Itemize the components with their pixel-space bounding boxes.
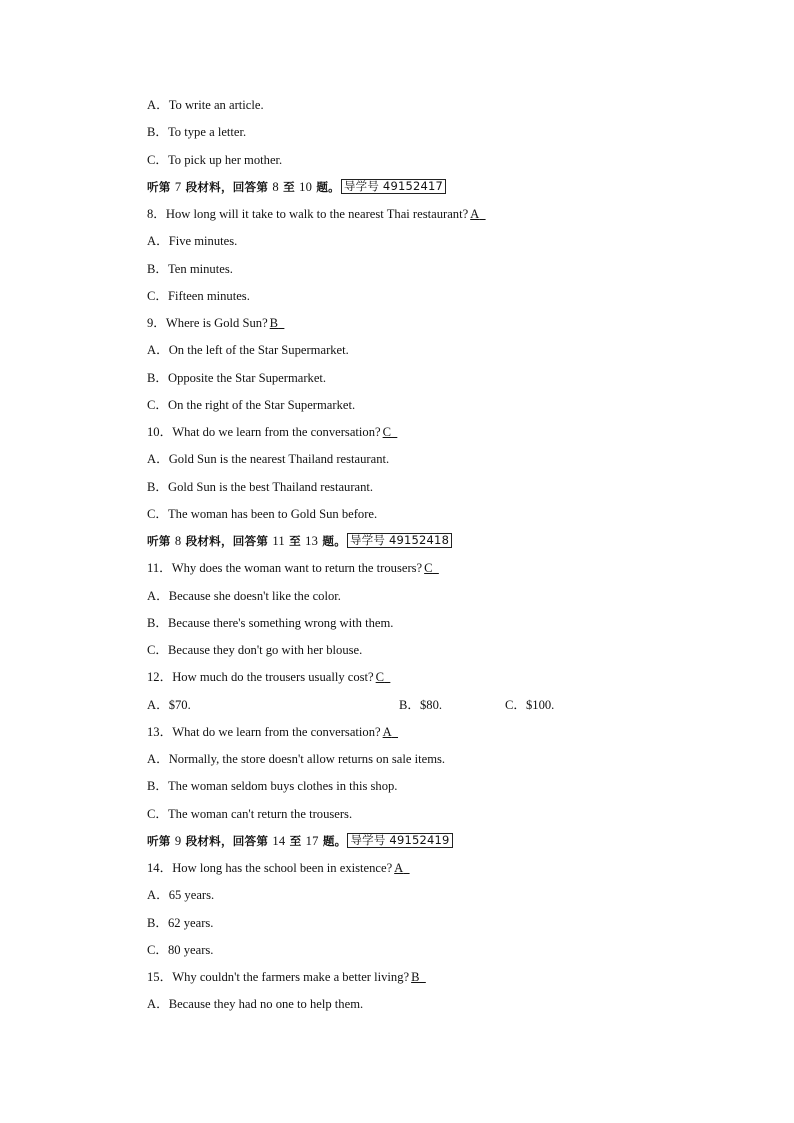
option-line: A．On the left of the Star Supermarket. [147,343,349,358]
heading-part-pre: 听第 [147,833,175,848]
option-line: B．Gold Sun is the best Thailand restaurant. [147,479,374,494]
heading-part-mid: 段材料，回答第 [181,833,273,848]
option-line: A．65 years. [147,888,215,903]
question-line [147,964,667,991]
heading-part-post: 题。 [318,833,347,848]
heading-part-mid: 段材料，回答第 [181,179,273,194]
question-text: 13．What do we learn from the conversation? [147,724,381,739]
question-line [147,419,667,446]
section-heading [147,174,667,201]
heading-part-num: 9 [174,833,182,848]
option-line: A．Because she doesn't like the color. [147,588,341,603]
option-line: B．Because there's something wrong with them. [147,615,394,630]
section-heading [147,828,667,855]
option-line: C．Fifteen minutes. [147,288,250,303]
answer-blank: A [382,724,392,739]
question-text: 10．What do we learn from the conversation? [147,425,381,439]
document-page [147,92,667,1019]
option-line: A．Normally, the store doesn't allow returns on sale items. [147,752,446,766]
option-line: A．Gold Sun is the nearest Thailand restaurant. [147,452,390,467]
answer-blank: A [470,207,480,221]
question-line [147,664,667,691]
option-line: C．80 years. [147,942,214,957]
heading-part-mid2: 至 [285,833,306,848]
option-line: B．62 years. [147,915,214,930]
guide-number-box: 导学号 49152418 [347,533,452,548]
section-heading [147,528,667,555]
question-line [147,855,667,882]
heading-part-b: 13 [305,534,319,548]
heading-part-b: 17 [305,833,319,848]
option-line: B．To type a letter. [147,125,247,140]
option-b: B．$80. [399,697,443,712]
option-line: B．The woman seldom buys clothes in this shop. [147,779,398,794]
option-line: B．Ten minutes. [147,261,233,276]
answer-blank: B [411,970,420,984]
question-text: 8．How long will it take to walk to the nearest Thai restaurant? [147,207,469,221]
question-text: 9．Where is Gold Sun? [147,316,268,330]
question-line [147,719,667,746]
heading-part-post: 题。 [312,179,340,194]
question-line [147,555,667,582]
heading-part-mid2: 至 [278,179,300,194]
heading-part-pre: 听第 [147,179,175,194]
answer-blank: C [382,425,392,439]
option-line: C．On the right of the Star Supermarket. [147,397,356,412]
option-line: C．To pick up her mother. [147,152,283,167]
option-a: A．$70. [147,697,191,712]
answer-blank: A [394,861,404,875]
answer-blank: B [269,316,279,330]
question-line [147,310,667,337]
question-line [147,201,667,228]
option-line: C．The woman can't return the trousers. [147,806,353,821]
guide-number-box: 导学号 49152419 [347,833,452,848]
question-text: 15．Why couldn't the farmers make a better living? [147,970,410,984]
heading-part-b: 10 [299,179,313,194]
heading-part-post: 题。 [318,534,346,548]
question-text: 14．How long has the school been in existence? [147,861,393,875]
heading-part-num: 7 [174,179,182,194]
option-line: B．Opposite the Star Supermarket. [147,370,327,385]
option-c: C．$100. [505,697,555,712]
heading-part-a: 8 [272,179,279,194]
heading-part-mid: 段材料，回答第 [181,534,273,548]
option-line: A．Five minutes. [147,234,238,249]
question-text: 12．How much do the trousers usually cost? [147,670,374,685]
answer-blank: C [424,561,433,576]
guide-number-box: 导学号 49152417 [341,179,446,194]
heading-part-pre: 听第 [147,534,175,548]
heading-part-a: 11 [272,534,285,548]
question-text: 11．Why does the woman want to return the trousers? [147,561,423,576]
heading-part-mid2: 至 [284,534,306,548]
answer-blank: C [375,670,385,685]
option-line: C．The woman has been to Gold Sun before. [147,506,378,521]
option-line: C．Because they don't go with her blouse. [147,643,363,657]
option-line: A．Because they had no one to help them. [147,997,364,1012]
option-row [147,692,667,719]
option-line: A．To write an article. [147,98,264,112]
heading-part-a: 14 [272,833,286,848]
heading-part-num: 8 [174,534,182,548]
